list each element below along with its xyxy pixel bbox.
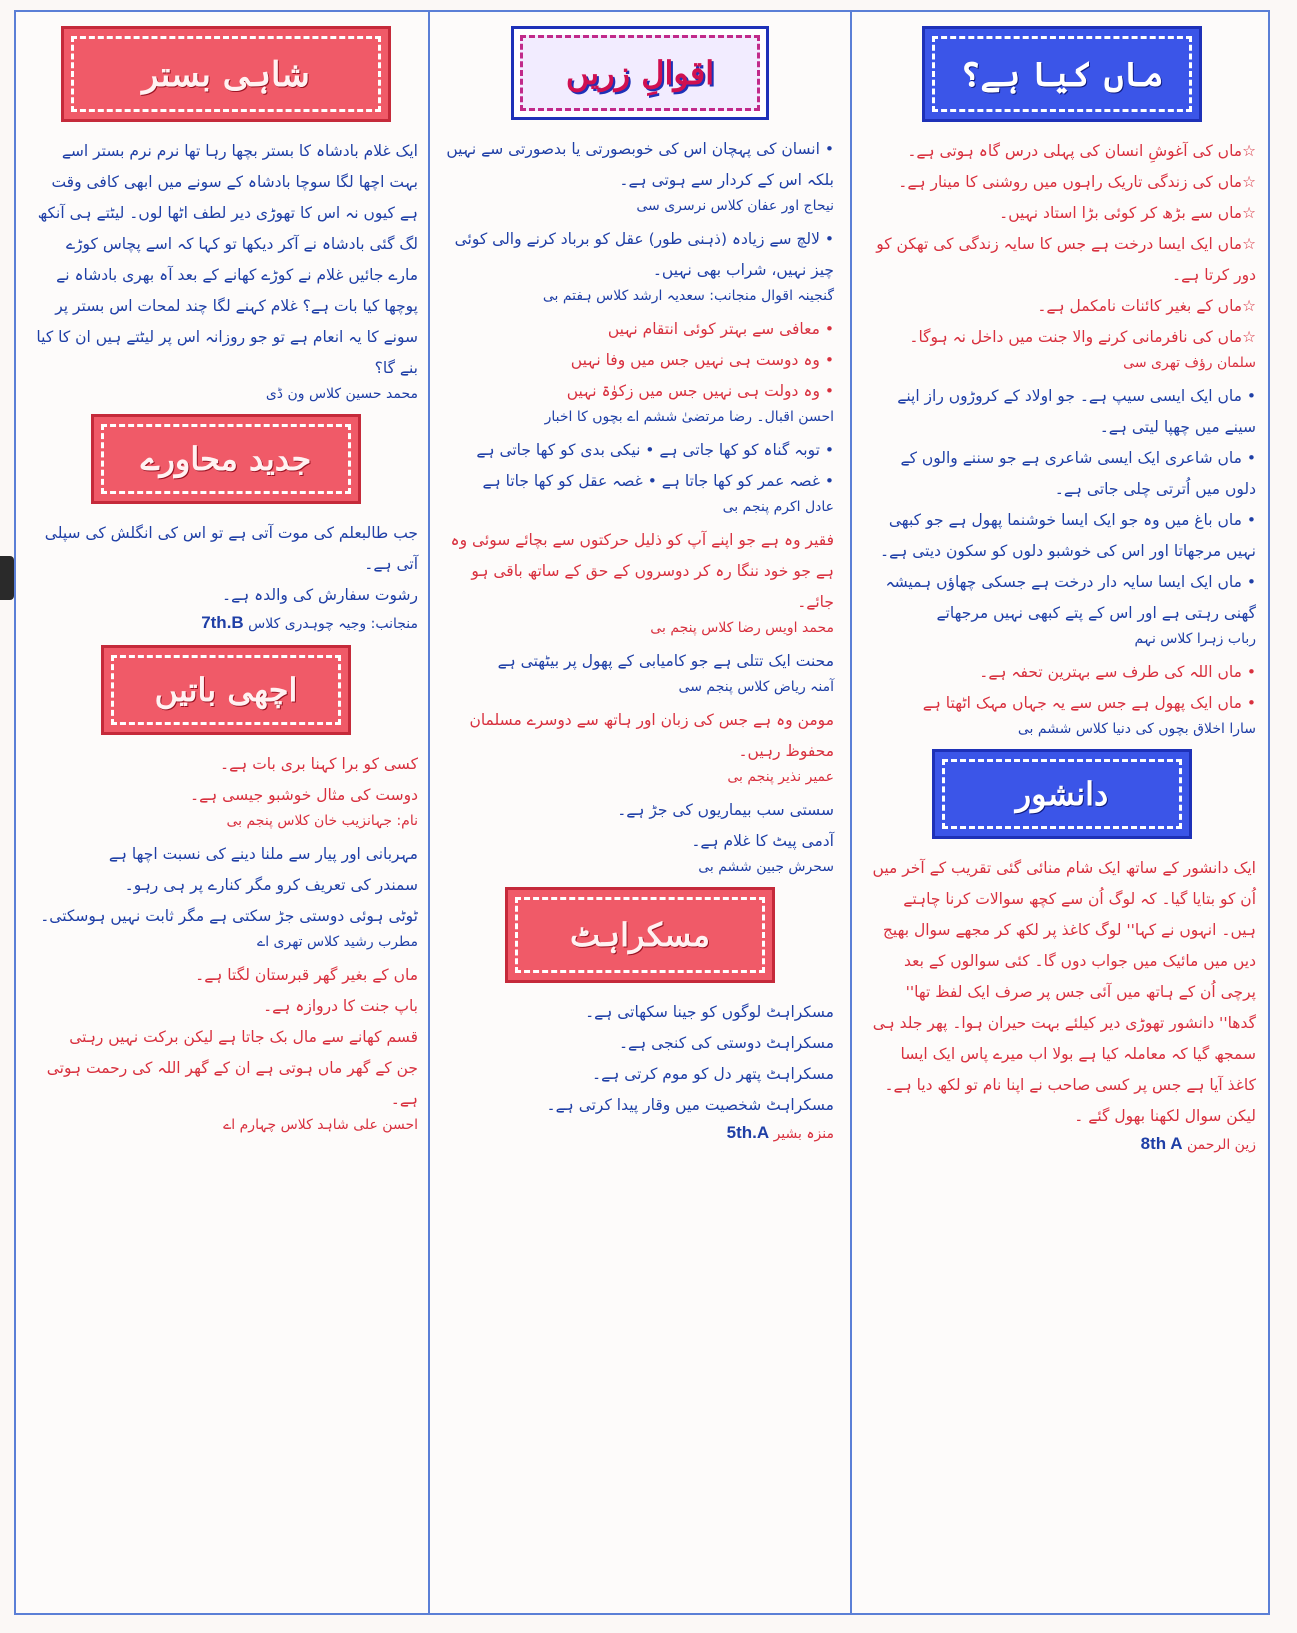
section-list (34, 960, 418, 1115)
text-line: • معافی سے بہتر کوئی انتقام نہیں (607, 320, 834, 338)
text-line: ☆ماں کے بغیر کائنات نامکمل ہے۔ (1037, 297, 1256, 315)
class-tag: 8th A (1140, 1134, 1183, 1153)
text-line: مسکراہٹ شخصیت میں وقار پیدا کرتی ہے۔ (546, 1096, 834, 1114)
paragraph: ایک دانشور کے ساتھ ایک شام منائی گئی تقریب کے آخر میں اُن کو بتایا گیا۔ کہ لوگ اُن سے کچھ سوالات کرنا چاہتے ہیں۔ انہوں نے کہا'' لوگ کاغذ پر لکھ کر مجھے سوال بھیج دیں میں مائیک میں جواب دوں گا۔ کئی سوالوں کے بعد پرچی اُن کے ہاتھ میں آئی جس پر صرف ایک لفظ تھا'' گدھا'' دانشور تھوڑی دیر کیلئے بہت حیران ہوا۔ پھر جلد ہی سمجھ گیا کہ معاملہ کیا ہے بولا اب میرے پاس ایک ایسا کاغذ آیا ہے جس پر کسی صاحب نے اپنا نام تو لکھ دیا ہے۔ لیکن سوال لکھنا بھول گئے ۔ (872, 859, 1256, 1125)
section-list (446, 525, 834, 618)
section-list (446, 646, 834, 677)
section-maa-list-3 (868, 657, 1256, 719)
credit: آمنہ ریاض کلاس پنجم سی (678, 679, 834, 695)
text-line: باپ جنت کا دروازہ ہے۔ (263, 997, 418, 1015)
banner-title: ماں کیا ہے؟ (932, 36, 1192, 112)
banner-muskurahat (505, 887, 775, 983)
text-line: ماں کے بغیر گھر قبرستان لگتا ہے۔ (195, 966, 418, 984)
banner-aqwal (511, 26, 769, 120)
credit-line (34, 613, 418, 633)
credit: نیحاج اور عفان کلاس نرسری سی (636, 198, 834, 214)
credit: نام: جہانزیب خان کلاس پنجم بی (226, 813, 418, 829)
text-line: ☆ماں سے بڑھ کر کوئی بڑا استاد نہیں۔ (999, 204, 1256, 222)
section-list (446, 224, 834, 286)
binder-clip (0, 556, 14, 600)
credit: سلمان رؤف تھری سی (1123, 355, 1256, 371)
banner-maa (922, 26, 1202, 122)
banner-achi-baatein (101, 645, 351, 735)
text-line: ٹوٹی ہوئی دوستی جڑ سکتی ہے مگر ثابت نہیں ہوسکتی۔ (40, 907, 418, 925)
column-right (854, 14, 1270, 1164)
section-list (446, 705, 834, 767)
credit-line (868, 1134, 1256, 1154)
credit: محمد اویس رضا کلاس پنجم بی (650, 620, 834, 636)
text-line: • ماں شاعری ایک ایسی شاعری ہے جو سننے والوں کے دلوں میں اُترتی چلی جاتی ہے۔ (900, 449, 1256, 498)
credit: زین الرحمن (1186, 1137, 1256, 1153)
class-tag: 5th.A (726, 1123, 770, 1142)
section-muskurahat-list (446, 997, 834, 1121)
credit: منجانب: وجیہ چوہدری کلاس (248, 616, 418, 632)
text-line: مسکراہٹ پتھر دل کو موم کرتی ہے۔ (592, 1065, 834, 1083)
text-line: مسکراہٹ لوگوں کو جینا سکھاتی ہے۔ (585, 1003, 834, 1021)
credit: احسن علی شاہد کلاس چہارم اے (223, 1117, 418, 1133)
text-line: مومن وہ ہے جس کی زبان اور ہاتھ سے دوسرے مسلمان محفوظ رہیں۔ (469, 711, 834, 760)
section-list (34, 749, 418, 811)
text-line: جب طالبعلم کی موت آتی ہے تو اس کی انگلش کی سپلی آتی ہے۔ (44, 524, 418, 573)
text-line: • وہ دولت ہی نہیں جس میں زکوٰۃ نہیں (566, 382, 834, 400)
text-line: مسکراہٹ دوستی کی کنجی ہے۔ (618, 1034, 834, 1052)
banner-title: جدید محاورے (101, 424, 351, 494)
credit: سارا اخلاق بچوں کی دنیا کلاس ششم بی (1017, 721, 1256, 737)
credit-line (446, 1123, 834, 1143)
column-left (20, 14, 432, 1143)
section-maa-list-2 (868, 381, 1256, 629)
banner-title: اقوالِ زریں (520, 35, 760, 111)
banner-title: مسکراہٹ (515, 897, 765, 973)
banner-title: شاہی بستر (71, 36, 381, 112)
section-list (34, 839, 418, 932)
column-divider-right (850, 10, 852, 1615)
credit: عمیر نذیر پنجم بی (727, 769, 834, 785)
banner-danishwar (932, 749, 1192, 839)
section-maa-list-1 (868, 136, 1256, 353)
banner-shahi-bistar (61, 26, 391, 122)
text-line: جن کے گھر ماں ہوتی ہے ان کے گھر اللہ کی رحمت ہوتی ہے۔ (46, 1059, 418, 1108)
column-middle (432, 14, 848, 1153)
text-line: • انسان کی پہچان اس کی خوبصورتی یا بدصورتی سے نہیں بلکہ اس کے کردار سے ہوتی ہے۔ (446, 140, 834, 189)
text-line: محنت ایک تتلی ہے جو کامیابی کے پھول پر بیٹھتی ہے (497, 652, 834, 670)
credit: عادل اکرم پنجم بی (722, 499, 834, 515)
section-list (446, 314, 834, 407)
text-line: • ماں اللہ کی طرف سے بہترین تحفہ ہے۔ (979, 663, 1256, 681)
credit: احسن اقبال۔ رضا مرتضیٰ ششم اے بچوں کا اخبار (544, 409, 834, 425)
section-list (446, 134, 834, 196)
banner-title: دانشور (942, 759, 1182, 829)
text-line: • لالچ سے زیادہ (ذہنی طور) عقل کو برباد کرنے والی کوئی چیز نہیں، شراب بھی نہیں۔ (454, 230, 834, 279)
text-line: سستی سب بیماریوں کی جڑ ہے۔ (617, 801, 834, 819)
text-line: • توبہ گناہ کو کھا جاتی ہے • نیکی بدی کو کھا جاتی ہے (476, 441, 834, 459)
credit: محمد حسین کلاس ون ڈی (265, 386, 418, 402)
text-line: سمندر کی تعریف کرو مگر کنارے پر ہی رہو۔ (124, 876, 418, 894)
text-line: دوست کی مثال خوشبو جیسی ہے۔ (189, 786, 418, 804)
text-line: رشوت سفارش کی والدہ ہے۔ (221, 586, 418, 604)
text-line: ☆ماں کی زندگی تاریک راہوں میں روشنی کا مینار ہے۔ (898, 173, 1256, 191)
section-list (446, 435, 834, 497)
text-line: • ماں ایک ایسی سیپ ہے۔ جو اولاد کے کروڑوں راز اپنے سینے میں چھپا لیتی ہے۔ (897, 387, 1256, 436)
credit: منزہ بشیر (773, 1126, 834, 1142)
class-tag: 7th.B (201, 613, 244, 632)
text-line: ☆ماں ایک ایسا درخت ہے جس کا سایہ زندگی کی تھکن کو دور کرتا ہے۔ (876, 235, 1256, 284)
credit: رباب زہرا کلاس نہم (1134, 631, 1256, 647)
text-line: قسم کھانے سے مال بک جاتا ہے لیکن برکت نہیں رہتی (69, 1028, 418, 1046)
section-danishwar-text (868, 853, 1256, 1132)
text-line: • ماں ایک پھول ہے جس سے یہ جہاں مہک اٹھتا ہے (922, 694, 1256, 712)
section-list (446, 795, 834, 857)
text-line: فقیر وہ ہے جو اپنے آپ کو ذلیل حرکتوں سے بچائے سوئی وہ ہے جو خود ننگا رہ کر دوسروں کے حق کے ساتھ باقی ہو جائے۔ (450, 531, 834, 611)
text-line: مہربانی اور پیار سے ملنا دینے کی نسبت اچھا ہے (108, 845, 418, 863)
section-shahi-bistar-text (34, 136, 418, 384)
paragraph: ایک غلام بادشاہ کا بستر بچھا رہا تھا نرم نرم بستر اسے بہت اچھا لگا سوچا بادشاہ کے سونے میں ابھی کافی وقت ہے کیوں نہ اس کا تھوڑی دیر لطف اٹھا لوں۔ لیٹتے ہی آنکھ لگ گئی بادشاہ نے آکر دیکھا تو کہا کہ اسے پچاس کوڑے مارے جائیں غلام نے کوڑے کھانے کے بعد آہ بھری بادشاہ نے پوچھا کیا بات ہے؟ غلام کہنے لگا چند لمحات اس بستر پر سونے کا یہ انعام ہے تو جو روزانہ اس پر لیٹتے ہیں ان کا کیا بنے گا؟ (36, 142, 418, 377)
text-line: • غصہ عمر کو کھا جاتا ہے • غصہ عقل کو کھا جاتا ہے (482, 472, 834, 490)
banner-title: اچھی باتیں (111, 655, 341, 725)
credit: سحرش جبین ششم بی (698, 859, 834, 875)
credit: مطرب رشید کلاس تھری اے (257, 934, 418, 950)
text-line: آدمی پیٹ کا غلام ہے۔ (691, 832, 834, 850)
banner-jadeed-muhawre (91, 414, 361, 504)
credit: گنجینہ اقوال منجانب: سعدیہ ارشد کلاس ہفتم بی (542, 288, 834, 304)
text-line: کسی کو برا کہنا بری بات ہے۔ (220, 755, 418, 773)
section-list (34, 518, 418, 611)
text-line: ☆ماں کی آغوشِ انسان کی پہلی درس گاہ ہوتی ہے۔ (907, 142, 1256, 160)
text-line: ☆ماں کی نافرمانی کرنے والا جنت میں داخل نہ ہوگا۔ (909, 328, 1256, 346)
text-line: • ماں باغ میں وہ جو ایک ایسا خوشنما پھول ہے جو کبھی نہیں مرجھاتا اور اس کی خوشبو دلوں کو سکون دیتی ہے۔ (880, 511, 1256, 560)
text-line: • ماں ایک ایسا سایہ دار درخت ہے جسکی چھاؤں ہمیشہ گھنی رہتی ہے اور اس کے پتے کبھی نہیں مرجھاتے (885, 573, 1256, 622)
text-line: • وہ دوست ہی نہیں جس میں وفا نہیں (570, 351, 834, 369)
